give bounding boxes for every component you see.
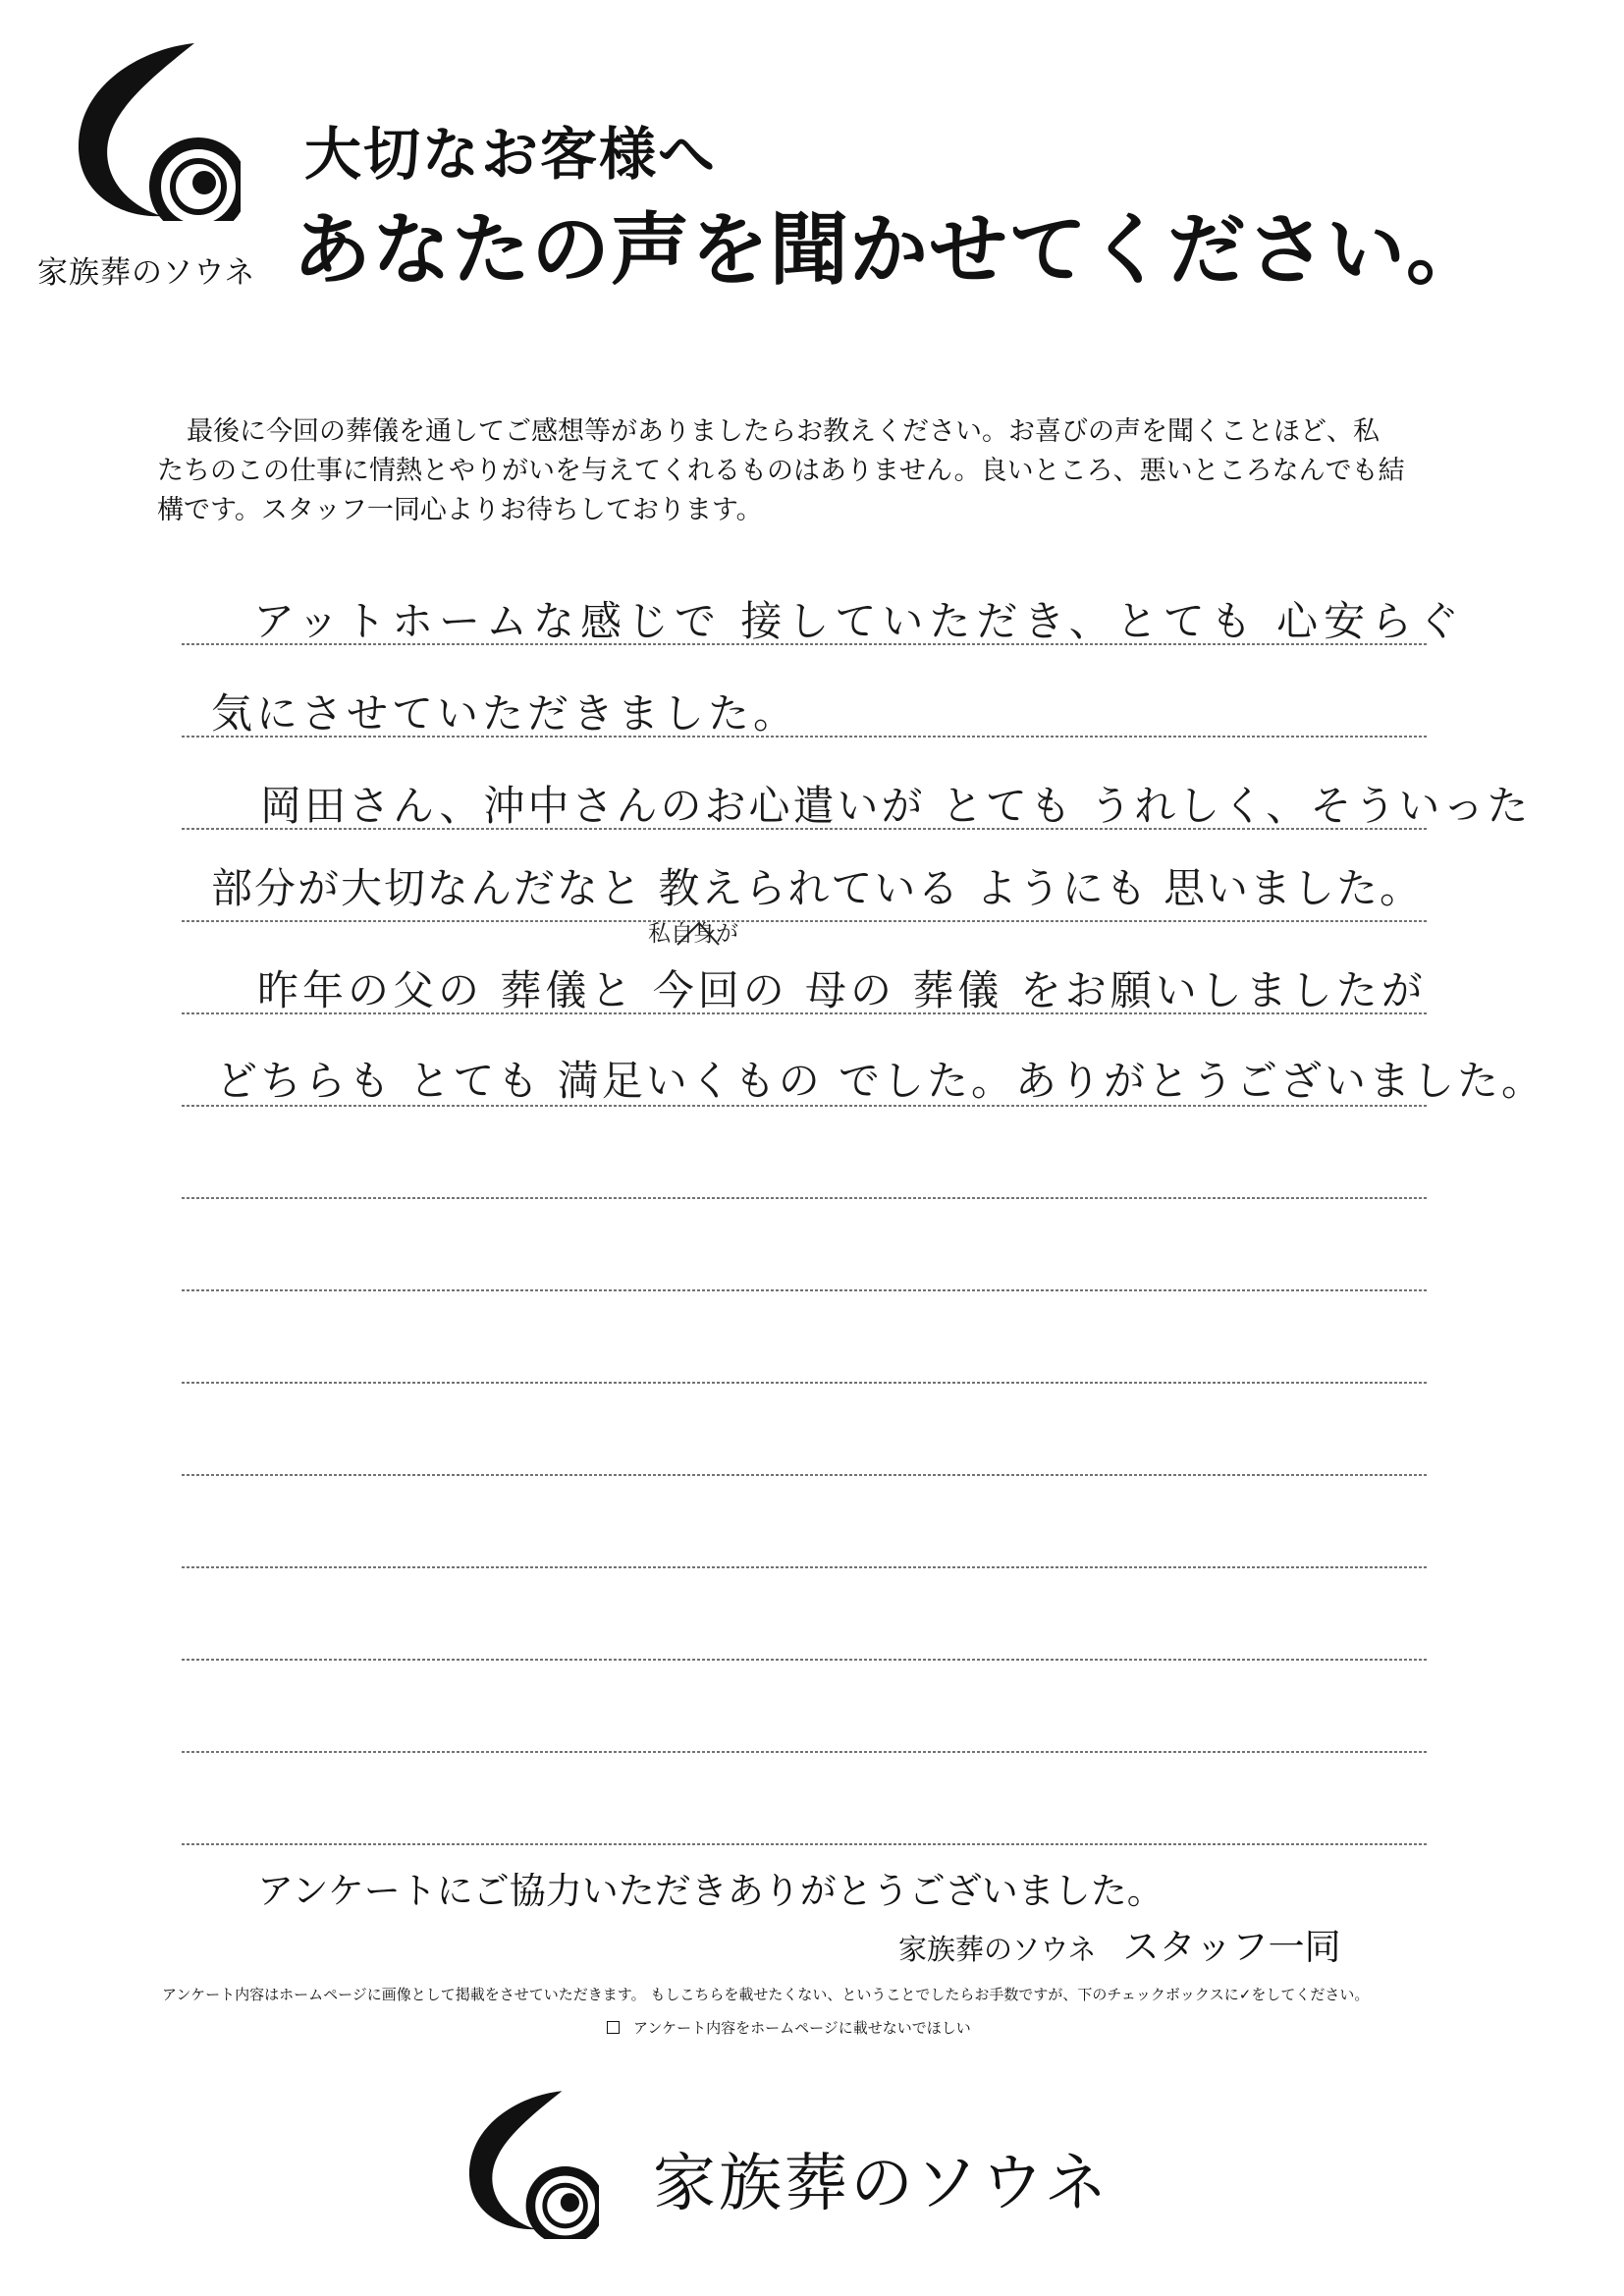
header-title-small: 大切なお客様へ: [304, 121, 718, 188]
optout-checkbox[interactable]: [607, 2021, 620, 2034]
intro-line-1: 最後に今回の葬儀を通してご感想等がありましたらお教えください。お喜びの声を聞くことほど、私: [187, 416, 1380, 447]
logo-mark-bottom: [461, 2082, 599, 2239]
handwritten-line-5: 昨年の父の 葬儀と 今回の 母の 葬儀 をお願いしましたが: [257, 966, 1427, 1014]
signature-staff: スタッフ一同: [1122, 1926, 1341, 1968]
intro-line-2: たちのこの仕事に情熱とやりがいを与えてくれるものはありません。良いところ、悪いところなんでも結: [157, 456, 1405, 486]
brand-name-top: 家族葬のソウネ: [37, 255, 256, 291]
header-title-big: あなたの声を聞かせてください。: [293, 204, 1486, 296]
handwritten-line-4: 部分が大切なんだなと 教えられている ようにも 思いました。: [211, 864, 1424, 912]
publication-note: アンケート内容はホームページに画像として掲載をさせていただきます。 もしこちらを載せたくない、ということでしたらお手数ですが、下のチェックボックスに✓をしてください。: [162, 1986, 1370, 2003]
logo-mark-top: [69, 39, 241, 221]
handwritten-line-2: 気にさせていただきました。: [211, 689, 799, 738]
brand-name-bottom: 家族葬のソウネ: [653, 2148, 1110, 2220]
handwritten-line-1: アットホームな感じで 接していただき、とても 心安らぐ: [253, 597, 1466, 645]
intro-line-3: 構です。スタッフ一同心よりお待ちしております。: [157, 495, 763, 525]
handwritten-insertion: 私自身が: [648, 921, 738, 947]
handwritten-line-3: 岡田さん、沖中さんのお心遣いが とても うれしく、そういった: [260, 782, 1532, 830]
handwritten-line-6: どちらも とても 満足いくもの でした。ありがとうございました。: [216, 1057, 1546, 1105]
signature: [898, 1917, 1341, 1970]
optout-label: アンケート内容をホームページに載せないでほしい: [633, 2019, 971, 2037]
optout-row[interactable]: [607, 2017, 971, 2038]
thanks-message: アンケートにご協力いただきありがとうございました。: [257, 1870, 1164, 1912]
signature-brand: 家族葬のソウネ: [898, 1933, 1097, 1966]
intro-text: [157, 412, 1434, 530]
